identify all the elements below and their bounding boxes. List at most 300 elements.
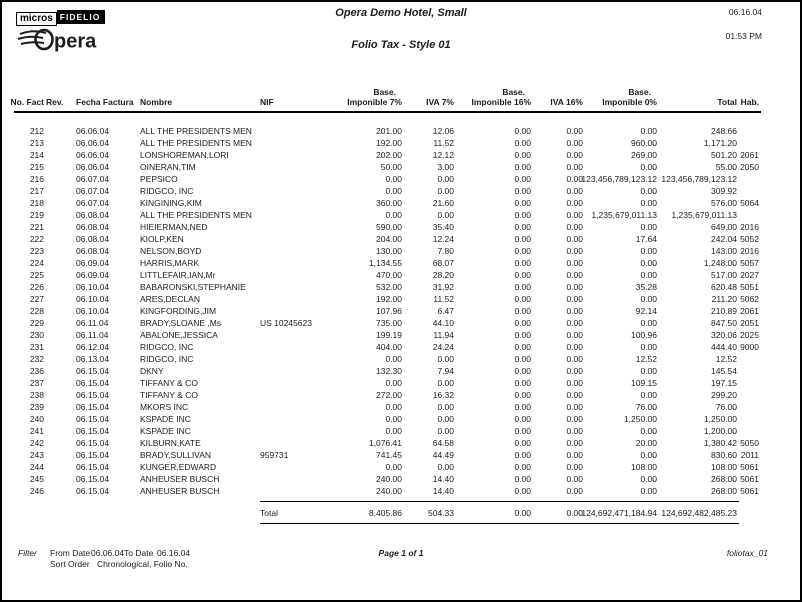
cell-hab (739, 173, 761, 185)
cell-hab: 5052 (740, 234, 759, 244)
cell-total: 847.50 (711, 318, 737, 328)
cell-no_fact: 237 (29, 378, 44, 388)
cell-iva7: 31.92 (432, 282, 454, 292)
cell-nombre: BRADY,SLOANE ,Ms (140, 318, 222, 328)
cell-rev (46, 137, 76, 149)
cell-total: 76.00 (715, 402, 737, 412)
cell-fecha: 06.15.04 (76, 390, 110, 400)
table-row (14, 257, 761, 269)
cell-nif (260, 437, 360, 449)
cell-base16: 0.00 (514, 330, 531, 340)
cell-nif (260, 461, 360, 473)
cell-nombre: BABARONSKI,STEPHANIE (140, 282, 246, 292)
cell-base7: 199.19 (376, 330, 402, 340)
cell-total: 501.20 (711, 150, 737, 160)
cell-iva7: 16.32 (432, 390, 454, 400)
cell-base0: 0.00 (640, 270, 657, 280)
cell-hab: 5062 (740, 294, 759, 304)
cell-iva7: 64.58 (432, 438, 454, 448)
cell-iva16: 0.00 (566, 198, 583, 208)
cell-base7: 590.00 (376, 222, 402, 232)
table-row (14, 185, 761, 197)
report-footer (2, 542, 800, 587)
col-header-imponible-16: Imponible 16% (456, 97, 533, 112)
cell-base7: 192.00 (376, 138, 402, 148)
cell-iva7: 7.94 (437, 366, 454, 376)
sort-order-label: Sort Order (50, 559, 90, 569)
cell-fecha: 06.06.04 (76, 162, 110, 172)
table-row (14, 173, 761, 185)
cell-hab (739, 401, 761, 413)
cell-hab: 5064 (740, 198, 759, 208)
micros-logo-text: micros (16, 12, 57, 26)
cell-iva16: 0.00 (566, 186, 583, 196)
cell-iva7: 28.20 (432, 270, 454, 280)
table-row (14, 365, 761, 377)
col-header-hab: Hab. (739, 97, 761, 112)
cell-fecha: 06.11.04 (76, 318, 109, 328)
cell-rev (46, 461, 76, 473)
cell-base0: 123,456,789,123.12 (581, 174, 657, 184)
cell-total: 242.04 (711, 234, 737, 244)
cell-hab (739, 125, 761, 137)
opera-logo-suffix: pera (54, 30, 97, 53)
cell-base7: 532.00 (376, 282, 402, 292)
cell-nif (260, 173, 360, 185)
cell-nombre: HIEIERMAN,NED (140, 222, 208, 232)
cell-hab (739, 389, 761, 401)
cell-hab: 5061 (740, 486, 759, 496)
col-header-iva-16: IVA 16% (533, 97, 585, 112)
cell-iva7: 7.80 (437, 246, 454, 256)
cell-iva7: 44.49 (432, 450, 454, 460)
cell-rev (46, 149, 76, 161)
cell-base16: 0.00 (514, 318, 531, 328)
cell-base0: 20.00 (635, 438, 657, 448)
cell-nombre: RIDGCO, INC (140, 186, 194, 196)
cell-hab (739, 425, 761, 437)
header-spacer-row (14, 112, 761, 125)
cell-base16: 0.00 (514, 270, 531, 280)
cell-fecha: 06.08.04 (76, 246, 110, 256)
col-header-nombre: Nombre (140, 97, 260, 112)
cell-base0: 0.00 (640, 198, 657, 208)
cell-iva16: 0.00 (566, 450, 583, 460)
col-header-nif: NIF (260, 97, 360, 112)
cell-iva16: 0.00 (566, 138, 583, 148)
cell-total: 299.20 (711, 390, 737, 400)
cell-iva7: 11.52 (433, 294, 454, 304)
cell-base7: 0.00 (385, 378, 402, 388)
cell-fecha: 06.15.04 (76, 366, 110, 376)
from-date-label: From Date (50, 548, 91, 558)
report-time: 01:53 PM (725, 31, 762, 41)
cell-base7: 272.00 (376, 390, 402, 400)
cell-fecha: 06.06.04 (76, 150, 110, 160)
cell-hab (739, 185, 761, 197)
cell-no_fact: 243 (29, 450, 44, 460)
cell-iva16: 0.00 (566, 330, 583, 340)
cell-no_fact: 240 (29, 414, 44, 424)
cell-rev (46, 341, 76, 353)
table-row (14, 137, 761, 149)
cell-hab (739, 365, 761, 377)
cell-total: 1,250.00 (703, 414, 737, 424)
cell-nif (260, 401, 360, 413)
cell-nif (260, 269, 360, 281)
table-footer (14, 497, 761, 524)
cell-base16: 0.00 (514, 222, 531, 232)
table-body (14, 112, 761, 497)
report-id: foliotax_01 (726, 548, 768, 558)
cell-hab: 2051 (740, 318, 759, 328)
cell-iva7: 0.00 (437, 426, 454, 436)
cell-total: 830.60 (711, 450, 737, 460)
col-header-rev: Rev. (46, 97, 76, 112)
cell-base0: 17.64 (635, 234, 657, 244)
cell-nif (260, 137, 360, 149)
cell-nif (260, 233, 360, 245)
cell-iva7: 14.40 (432, 486, 454, 496)
cell-total: 1,380.42 (703, 438, 737, 448)
cell-base0: 0.00 (640, 162, 657, 172)
cell-base16: 0.00 (514, 414, 531, 424)
cell-base16: 0.00 (514, 282, 531, 292)
cell-nombre: KSPADE INC (140, 414, 191, 424)
cell-total: 55.00 (715, 162, 737, 172)
cell-fecha: 06.10.04 (76, 294, 110, 304)
table-row (14, 401, 761, 413)
cell-hab: 2016 (740, 222, 759, 232)
cell-nombre: HARRIS,MARK (140, 258, 200, 268)
cell-nombre: LITTLEFAIR,IAN,Mr (140, 270, 216, 280)
cell-nif (260, 485, 360, 497)
cell-nombre: NELSON,BOYD (140, 246, 202, 256)
cell-no_fact: 231 (29, 342, 44, 352)
cell-iva7: 0.00 (437, 378, 454, 388)
cell-base7: 404.00 (376, 342, 402, 352)
total-base0: 124,692,471,184.94 (585, 502, 659, 524)
cell-hab: 5050 (740, 438, 759, 448)
cell-base0: 0.00 (640, 294, 657, 304)
cell-iva7: 68.07 (432, 258, 454, 268)
cell-base0: 1,250.00 (623, 414, 657, 424)
total-iva16: 0.00 (533, 502, 585, 524)
cell-nif (260, 353, 360, 365)
cell-base7: 1,076.41 (368, 438, 402, 448)
cell-nif (260, 341, 360, 353)
cell-rev (46, 305, 76, 317)
cell-base7: 0.00 (385, 426, 402, 436)
cell-no_fact: 246 (29, 486, 44, 496)
cell-hab: 2016 (740, 246, 759, 256)
cell-base7: 0.00 (385, 354, 402, 364)
cell-fecha: 06.10.04 (76, 306, 110, 316)
cell-rev (46, 389, 76, 401)
cell-base0: 0.00 (640, 318, 657, 328)
cell-base16: 0.00 (514, 450, 531, 460)
cell-base0: 0.00 (640, 450, 657, 460)
cell-nif (260, 221, 360, 233)
cell-iva7: 12.12 (432, 150, 454, 160)
cell-base16: 0.00 (514, 138, 531, 148)
cell-iva7: 24.24 (432, 342, 454, 352)
cell-fecha: 06.15.04 (76, 450, 110, 460)
cell-hab (739, 413, 761, 425)
cell-hab (739, 377, 761, 389)
cell-total: 143.00 (711, 246, 737, 256)
cell-nombre: PEPSICO (140, 174, 178, 184)
cell-no_fact: 224 (29, 258, 44, 268)
filter-label: Filter (18, 548, 37, 558)
cell-hab: 2011 (740, 450, 759, 460)
col-header-iva-7: IVA 7% (404, 97, 456, 112)
cell-iva7: 14.40 (432, 474, 454, 484)
cell-fecha: 06.10.04 (76, 282, 110, 292)
cell-total: 320.06 (711, 330, 737, 340)
cell-base7: 741.45 (376, 450, 402, 460)
cell-base7: 0.00 (385, 210, 402, 220)
cell-total: 576.00 (711, 198, 737, 208)
cell-nif (260, 305, 360, 317)
cell-base16: 0.00 (514, 402, 531, 412)
cell-rev (46, 233, 76, 245)
cell-nif (260, 209, 360, 221)
cell-rev (46, 173, 76, 185)
cell-rev (46, 293, 76, 305)
cell-hab: 2027 (740, 270, 759, 280)
cell-iva16: 0.00 (566, 258, 583, 268)
cell-base0: 100.96 (631, 330, 657, 340)
cell-nombre: OINERAN,TIM (140, 162, 196, 172)
cell-nombre: LONSHOREMAN,LORI (140, 150, 229, 160)
cell-nif (260, 149, 360, 161)
cell-iva7: 21.60 (432, 198, 454, 208)
cell-base7: 0.00 (385, 402, 402, 412)
cell-fecha: 06.09.04 (76, 270, 110, 280)
cell-hab: 5057 (740, 258, 759, 268)
to-date-label: To Date (124, 548, 154, 558)
cell-fecha: 06.09.04 (76, 258, 110, 268)
cell-base0: 1,235,679,011.13 (591, 210, 657, 220)
cell-no_fact: 239 (29, 402, 44, 412)
cell-iva16: 0.00 (566, 402, 583, 412)
cell-base16: 0.00 (514, 342, 531, 352)
cell-hab (739, 209, 761, 221)
cell-nombre: KINGFORDING,JIM (140, 306, 217, 316)
col-header-total: Total (659, 97, 739, 112)
cell-base0: 92.14 (635, 306, 657, 316)
cell-no_fact: 230 (29, 330, 44, 340)
cell-fecha: 06.15.04 (76, 486, 110, 496)
cell-base16: 0.00 (514, 366, 531, 376)
cell-base7: 201.00 (376, 126, 402, 136)
cell-iva16: 0.00 (566, 234, 583, 244)
cell-rev (46, 413, 76, 425)
cell-iva7: 0.00 (437, 354, 454, 364)
cell-base16: 0.00 (514, 294, 531, 304)
cell-base16: 0.00 (514, 354, 531, 364)
cell-fecha: 06.07.04 (76, 174, 110, 184)
to-date-value: 06.16.04 (157, 548, 191, 558)
cell-iva7: 0.00 (437, 414, 454, 424)
table-row (14, 233, 761, 245)
base-label-7: Base. (373, 87, 396, 97)
cell-total: 268.00 (711, 486, 737, 496)
cell-iva16: 0.00 (566, 426, 583, 436)
cell-nombre: KSPADE INC (140, 426, 191, 436)
cell-iva16: 0.00 (566, 462, 583, 472)
cell-iva16: 0.00 (566, 354, 583, 364)
cell-no_fact: 242 (29, 438, 44, 448)
cell-total: 108.00 (711, 462, 737, 472)
cell-nif (260, 377, 360, 389)
cell-base16: 0.00 (514, 426, 531, 436)
cell-rev (46, 425, 76, 437)
cell-nif (260, 365, 360, 377)
cell-rev (46, 449, 76, 461)
cell-no_fact: 216 (29, 174, 44, 184)
cell-no_fact: 217 (29, 186, 44, 196)
cell-nombre: RIDGCO, INC (140, 342, 194, 352)
cell-base0: 0.00 (640, 186, 657, 196)
cell-no_fact: 228 (29, 306, 44, 316)
cell-fecha: 06.06.04 (76, 138, 110, 148)
cell-hab: 2061 (740, 150, 759, 160)
cell-fecha: 06.15.04 (76, 414, 110, 424)
cell-iva16: 0.00 (566, 222, 583, 232)
table-row (14, 461, 761, 473)
cell-iva7: 0.00 (437, 402, 454, 412)
cell-base16: 0.00 (514, 462, 531, 472)
cell-no_fact: 213 (29, 138, 44, 148)
cell-nif (260, 293, 360, 305)
cell-no_fact: 215 (29, 162, 44, 172)
col-header-no-fact: No. Fact (14, 97, 46, 112)
table-row (14, 329, 761, 341)
cell-iva16: 0.00 (566, 390, 583, 400)
cell-rev (46, 329, 76, 341)
cell-no_fact: 229 (29, 318, 44, 328)
cell-iva16: 0.00 (566, 414, 583, 424)
cell-no_fact: 245 (29, 474, 44, 484)
cell-base0: 0.00 (640, 246, 657, 256)
cell-no_fact: 232 (29, 354, 44, 364)
cell-hab: 2050 (740, 162, 759, 172)
cell-rev (46, 257, 76, 269)
cell-fecha: 06.11.04 (76, 330, 109, 340)
cell-base0: 35.28 (635, 282, 657, 292)
cell-no_fact: 221 (29, 222, 44, 232)
cell-no_fact: 222 (29, 234, 44, 244)
cell-base7: 192.00 (376, 294, 402, 304)
cell-rev (46, 401, 76, 413)
table-row (14, 437, 761, 449)
cell-base0: 0.00 (640, 474, 657, 484)
cell-base0: 960.00 (631, 138, 657, 148)
table-row (14, 413, 761, 425)
cell-base7: 240.00 (376, 486, 402, 496)
cell-base7: 0.00 (385, 186, 402, 196)
cell-base7: 360.00 (376, 198, 402, 208)
table-row (14, 161, 761, 173)
table-row (14, 281, 761, 293)
cell-fecha: 06.06.04 (76, 126, 110, 136)
cell-fecha: 06.15.04 (76, 438, 110, 448)
cell-iva16: 0.00 (566, 162, 583, 172)
table-row (14, 221, 761, 233)
cell-nif (260, 281, 360, 293)
report-date: 06.16.04 (728, 7, 762, 17)
cell-hab (739, 353, 761, 365)
table-row (14, 485, 761, 497)
cell-base7: 0.00 (385, 174, 402, 184)
cell-base16: 0.00 (514, 126, 531, 136)
cell-fecha: 06.15.04 (76, 402, 110, 412)
cell-base0: 0.00 (640, 258, 657, 268)
cell-nif (260, 329, 360, 341)
cell-nombre: KIOLP,KEN (140, 234, 184, 244)
cell-rev (46, 317, 76, 329)
cell-base16: 0.00 (514, 234, 531, 244)
cell-fecha: 06.13.04 (76, 354, 110, 364)
cell-rev (46, 269, 76, 281)
cell-iva7: 3.00 (437, 162, 454, 172)
cell-base0: 269.00 (631, 150, 657, 160)
cell-nombre: ALL THE PRESIDENTS MEN (140, 126, 252, 136)
base-label-0: Base. (628, 87, 651, 97)
cell-nif (260, 161, 360, 173)
fidelio-logo-text: FIDELIO (57, 10, 106, 24)
total-base16: 0.00 (456, 502, 533, 524)
cell-no_fact: 214 (29, 150, 44, 160)
cell-total: 211.20 (711, 294, 737, 304)
cell-nif: 959731 (260, 450, 289, 460)
cell-nombre: KUNGER,EDWARD (140, 462, 217, 472)
cell-base0: 0.00 (640, 222, 657, 232)
cell-base16: 0.00 (514, 210, 531, 220)
cell-base0: 0.00 (640, 486, 657, 496)
table-row (14, 305, 761, 317)
cell-iva7: 0.00 (437, 174, 454, 184)
cell-fecha: 06.15.04 (76, 474, 110, 484)
cell-no_fact: 238 (29, 390, 44, 400)
cell-nombre: TIFFANY & CO (140, 390, 198, 400)
cell-iva16: 0.00 (566, 474, 583, 484)
cell-base16: 0.00 (514, 474, 531, 484)
cell-nombre: ALL THE PRESIDENTS MEN (140, 210, 252, 220)
cell-nif (260, 425, 360, 437)
cell-total: 444.40 (711, 342, 737, 352)
sort-order-value: Chronological, Folio No. (97, 559, 188, 569)
cell-iva16: 0.00 (566, 126, 583, 136)
cell-base0: 0.00 (640, 426, 657, 436)
cell-hab: 2061 (740, 306, 759, 316)
cell-iva7: 35.40 (432, 222, 454, 232)
table-row (14, 245, 761, 257)
cell-rev (46, 281, 76, 293)
cell-total: 145.54 (711, 366, 737, 376)
cell-base7: 130.00 (376, 246, 402, 256)
cell-hab: 5061 (740, 462, 759, 472)
cell-no_fact: 223 (29, 246, 44, 256)
table-header (10, 86, 761, 112)
cell-nombre: ARES,DECLAN (140, 294, 200, 304)
cell-nif (260, 245, 360, 257)
cell-iva7: 0.00 (437, 186, 454, 196)
cell-total: 197.15 (711, 378, 737, 388)
cell-nombre: MKORS INC (140, 402, 189, 412)
